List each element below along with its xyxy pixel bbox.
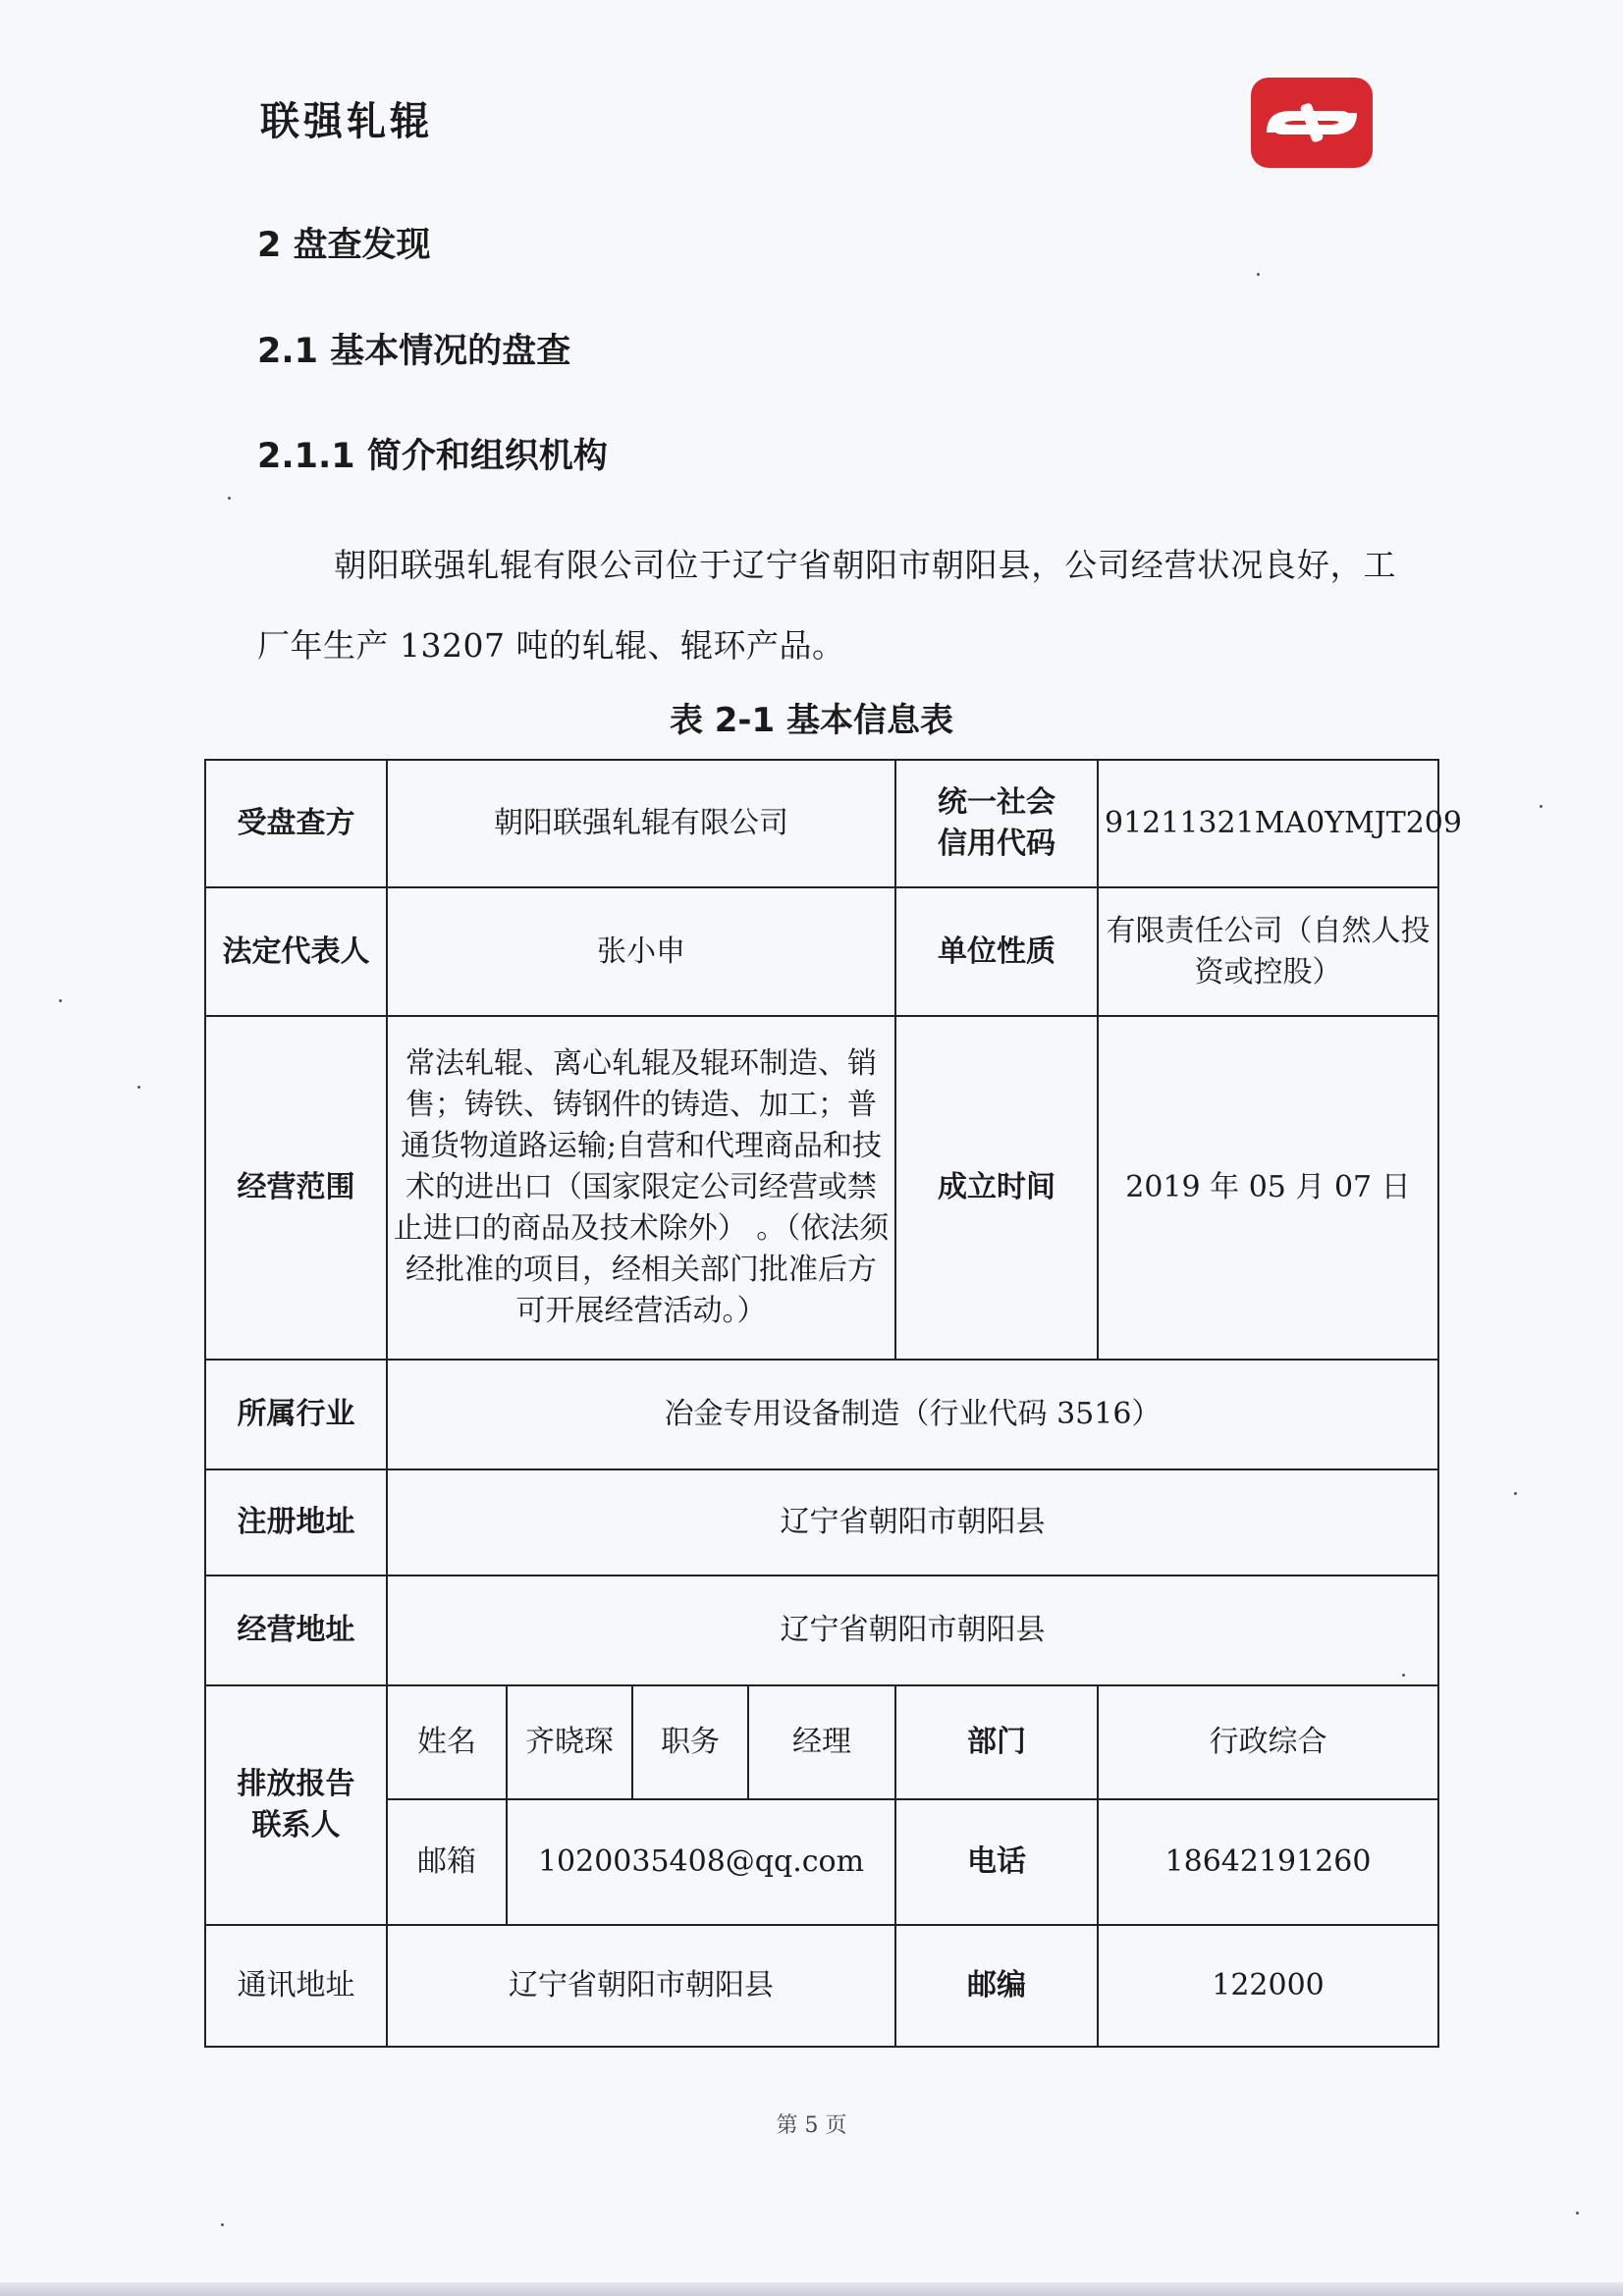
section-heading: 2 盘查发现 bbox=[257, 226, 431, 265]
email-label: 邮箱 bbox=[387, 1799, 507, 1925]
company-logo bbox=[1247, 74, 1377, 172]
scan-speck bbox=[228, 497, 231, 500]
op-address-label: 经营地址 bbox=[205, 1575, 387, 1685]
company-value: 朝阳联强轧辊有限公司 bbox=[387, 760, 895, 887]
entity-type-label: 单位性质 bbox=[895, 887, 1098, 1016]
department-value: 行政综合 bbox=[1098, 1685, 1438, 1799]
subsubsection-heading: 2.1.1 简介和组织机构 bbox=[257, 437, 608, 476]
scan-speck bbox=[1540, 805, 1542, 808]
legal-rep-value: 张小申 bbox=[387, 887, 895, 1016]
reg-address-value: 辽宁省朝阳市朝阳县 bbox=[387, 1469, 1438, 1575]
company-label: 受盘查方 bbox=[205, 760, 387, 887]
entity-type-value: 有限责任公司（自然人投资或控股） bbox=[1098, 887, 1438, 1016]
scan-speck bbox=[137, 1086, 140, 1089]
table-caption: 表 2-1 基本信息表 bbox=[669, 701, 954, 740]
legal-rep-label: 法定代表人 bbox=[205, 887, 387, 1016]
scan-speck bbox=[1402, 1674, 1405, 1677]
credit-code-value: 91211321MA0YMJT209 bbox=[1098, 760, 1438, 887]
contact-label: 排放报告联系人 bbox=[205, 1685, 387, 1925]
scan-speck bbox=[1576, 2212, 1579, 2215]
mail-address-label: 通讯地址 bbox=[205, 1925, 387, 2047]
mail-address-value: 辽宁省朝阳市朝阳县 bbox=[387, 1925, 895, 2047]
name-label: 姓名 bbox=[387, 1685, 507, 1799]
postcode-value: 122000 bbox=[1098, 1925, 1438, 2047]
credit-code-label: 统一社会信用代码 bbox=[895, 760, 1098, 887]
op-address-value: 辽宁省朝阳市朝阳县 bbox=[387, 1575, 1438, 1685]
scan-speck bbox=[1257, 273, 1260, 276]
founded-value: 2019 年 05 月 07 日 bbox=[1098, 1016, 1438, 1360]
position-value: 经理 bbox=[748, 1685, 895, 1799]
founded-label: 成立时间 bbox=[895, 1016, 1098, 1360]
basic-info-table bbox=[204, 759, 1462, 2048]
industry-value: 冶金专用设备制造（行业代码 3516） bbox=[387, 1360, 1438, 1469]
business-scope-label: 经营范围 bbox=[205, 1016, 387, 1360]
page-number: 第 5 页 bbox=[776, 2113, 847, 2138]
scan-speck bbox=[221, 2223, 224, 2226]
postcode-label: 邮编 bbox=[895, 1925, 1098, 2047]
phone-label: 电话 bbox=[895, 1799, 1098, 1925]
intro-paragraph: 朝阳联强轧辊有限公司位于辽宁省朝阳市朝阳县，公司经营状况良好，工厂年生产 13207 吨的轧辊、辊环产品。 bbox=[257, 546, 1396, 665]
reg-address-label: 注册地址 bbox=[205, 1469, 387, 1575]
subsection-heading: 2.1 基本情况的盘查 bbox=[257, 332, 571, 371]
name-value: 齐晓琛 bbox=[507, 1685, 632, 1799]
position-label: 职务 bbox=[632, 1685, 748, 1799]
department-label: 部门 bbox=[895, 1685, 1098, 1799]
business-scope-value: 常法轧辊、离心轧辊及辊环制造、销售；铸铁、铸钢件的铸造、加工；普通货物道路运输;自营和代理商品和技术的进出口（国家限定公司经营或禁止进口的商品及技术除外） 。（依法须经批准的项目，经相关部门批准后方可开展经营活动。） bbox=[387, 1016, 895, 1360]
industry-label: 所属行业 bbox=[205, 1360, 387, 1469]
page-edge-shadow bbox=[0, 2282, 1623, 2296]
brand-title: 联强轧辊 bbox=[260, 99, 433, 144]
phone-value: 18642191260 bbox=[1098, 1799, 1438, 1925]
scan-speck bbox=[1514, 1492, 1517, 1495]
email-value: 1020035408@qq.com bbox=[507, 1799, 895, 1925]
scan-speck bbox=[59, 999, 62, 1002]
